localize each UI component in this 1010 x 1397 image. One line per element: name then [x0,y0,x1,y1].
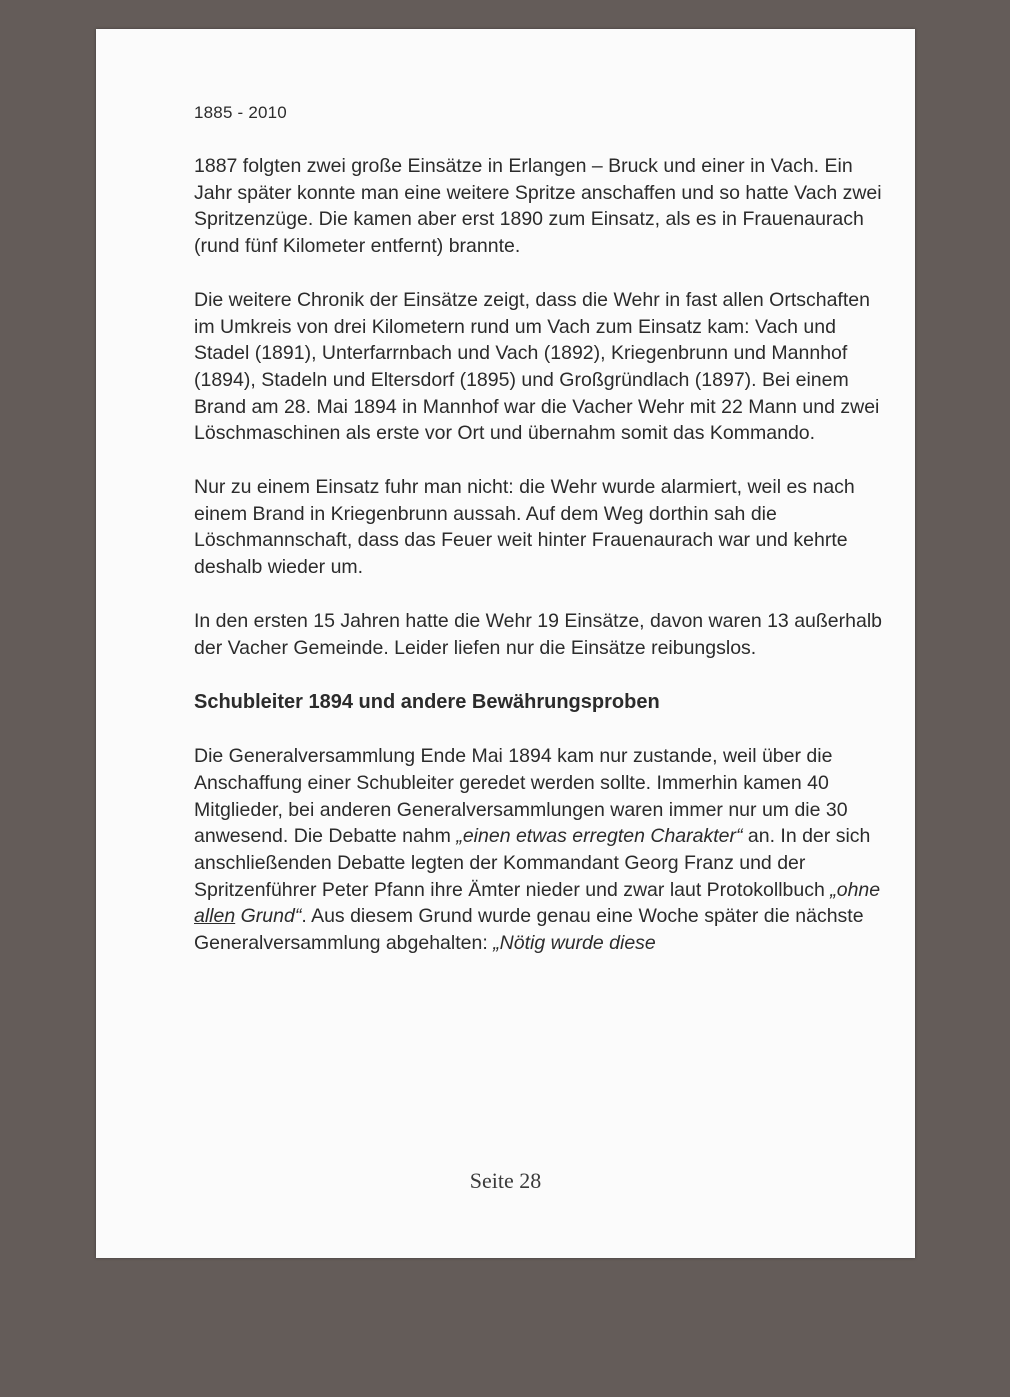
paragraph-2: Die weitere Chronik der Einsätze zeigt, dass die Wehr in fast allen Ortschaften im Umkreis von drei Kilometern rund um Vach zum Einsatz kam: Vach und Stadel (1891), Unterfarrnbach und Vach (1892), Kriegenbrunn und Mannhof (1894), Stadeln und Eltersdorf (1895) und Großgründlach (1897). Bei einem Brand am 28. Mai 1894 in Mannhof war die Vacher Wehr mit 22 Mann und zwei Löschmaschinen als erste vor Ort und übernahm somit das Kommando. [194,288,880,445]
quote-allen-underlined: allen [194,905,236,928]
quote-grund: Grund“ [235,905,302,928]
section-text-3: . Aus diesem Grund wurde genau eine Woche später die nächste Generalversammlung abgehalten: [194,905,864,955]
document-page [96,29,915,1258]
paragraph-3: Nur zu einem Einsatz fuhr man nicht: die Wehr wurde alarmiert, weil es nach einem Brand in Kriegenbrunn aussah. Auf dem Weg dorthin sah die Löschmannschaft, dass das Feuer weit hinter Frauenaurach war und kehrte deshalb wieder um. [194,476,855,579]
section-heading: Schubleiter 1894 und andere Bewährungsproben [194,691,660,714]
page-number: Seite 28 [469,1168,542,1193]
quote-charakter: „einen etwas erregten Charakter“ [456,825,743,848]
section-paragraph [194,743,884,957]
paragraph-4: In den ersten 15 Jahren hatte die Wehr 19 Einsätze, davon waren 13 außerhalb der Vacher Gemeinde. Leider liefen nur die Einsätze reibungslos. [194,609,883,659]
page-content [194,103,884,957]
quote-ohne: „ohne [830,878,881,901]
page-header-years: 1885 - 2010 [194,103,287,122]
section-text-1: Die Generalversammlung Ende Mai 1894 kam nur zustande, weil über die Anschaffung einer Schubleiter geredet werden sollte. Immerhin kamen 40 Mitglieder, bei anderen Generalversammlungen waren immer nur um die 30 anwesend. Die Debatte nahm [194,745,848,848]
paragraph-1: 1887 folgten zwei große Einsätze in Erlangen – Bruck und einer in Vach. Ein Jahr später konnte man eine weitere Spritze anschaffen und so hatte Vach zwei Spritzenzüge. Die kamen aber erst 1890 zum Einsatz, als es in Frauenaurach (rund fünf Kilometer entfernt) brannte. [194,155,882,258]
quote-noetig: „Nötig wurde diese [493,932,656,955]
section-text-2: an. In der sich anschließenden Debatte legten der Kommandant Georg Franz und der Spritzenführer Peter Pfann ihre Ämter nieder und zwar laut Protokollbuch [194,825,871,901]
